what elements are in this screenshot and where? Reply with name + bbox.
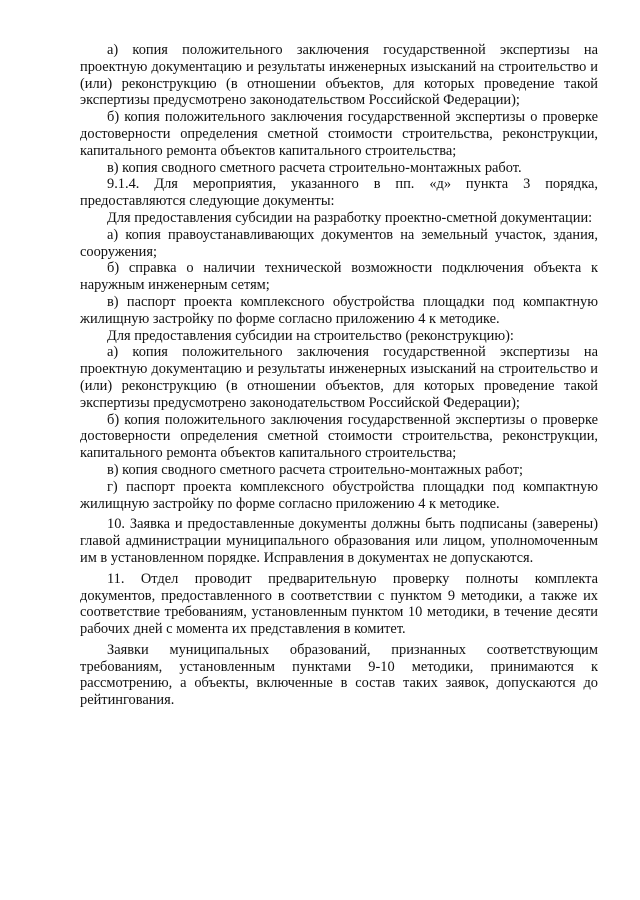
paragraph-c-summary-estimate: в) копия сводного сметного расчета строительно-монтажных работ. — [107, 159, 522, 176]
document-page — [80, 42, 598, 709]
paragraph-a-expertise-design: а) копия положительного заключения государственной экспертизы на проектную документацию и результаты инженерных изысканий на строительство и (или) реконструкцию (в отношении объектов, для которых проведение такой экспертизы предусмотрено законодательством Российской Федерации); — [80, 42, 598, 109]
paragraph-construction-subsidy-heading: Для предоставления субсидии на строительство (реконструкцию): — [107, 327, 514, 344]
paragraph-10: 10. Заявка и предоставленные документы должны быть подписаны (заверены) главой администрации муниципального образования или лицом, уполномоченным им в установленном порядке. Исправления в документах не допускаются. — [80, 516, 598, 566]
paragraph-b-expertise-estimate: б) копия положительного заключения государственной экспертизы о проверке достоверности определения сметной стоимости строительства, реконструкции, капитального ремонта объектов капитального строительства; — [80, 109, 598, 159]
paragraph-applications: Заявки муниципальных образований, признанных соответствующим требованиям, установленным пунктами 9-10 методики, принимаются к рассмотрению, а объекты, включенные в состав таких заявок, допускаются до рейтингования. — [80, 641, 598, 709]
paragraph-a-land-documents: а) копия правоустанавливающих документов на земельный участок, здания, сооружения; — [80, 226, 598, 260]
paragraph-d-project-passport: г) паспорт проекта комплексного обустройства площадки под компактную жилищную застройку по форме согласно приложению 4 к методике. — [80, 478, 598, 512]
paragraph-c-summary-estimate-2: в) копия сводного сметного расчета строительно-монтажных работ; — [107, 461, 524, 478]
paragraph-b-connection-certificate: б) справка о наличии технической возможности подключения объекта к наружным инженерным сетям; — [80, 260, 598, 294]
paragraph-b-expertise-estimate-2: б) копия положительного заключения государственной экспертизы о проверке достоверности определения сметной стоимости строительства, реконструкции, капитального ремонта объектов капитального строительства; — [80, 411, 598, 462]
paragraph-design-subsidy-heading: Для предоставления субсидии на разработку проектно-сметной документации: — [107, 209, 593, 226]
paragraph-11: 11. Отдел проводит предварительную проверку полноты комплекта документов, предоставленного в соответствии с пунктом 9 методики, а также их соответствие требованиям, установленным пунктом 10 методики, в течение десяти рабочих дней с момента их представления в комитет. — [80, 570, 598, 638]
paragraph-c-project-passport: в) паспорт проекта комплексного обустройства площадки под компактную жилищную застройку по форме согласно приложению 4 к методике. — [80, 293, 598, 327]
paragraph-9-1-4: 9.1.4. Для мероприятия, указанного в пп. «д» пункта 3 порядка, предоставляются следующие документы: — [80, 176, 598, 210]
paragraph-a-expertise-design-2: а) копия положительного заключения государственной экспертизы на проектную документацию и результаты инженерных изысканий на строительство и (или) реконструкцию (в отношении объектов, для которых проведение такой экспертизы предусмотрено законодательством Российской Федерации); — [80, 344, 598, 411]
